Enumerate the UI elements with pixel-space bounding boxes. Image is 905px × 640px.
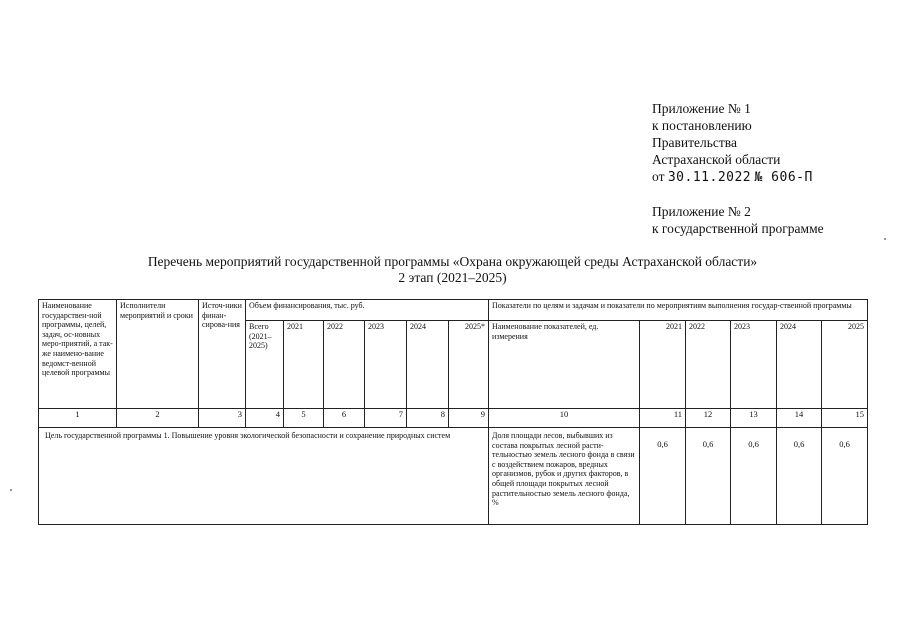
column-number: 9 bbox=[449, 409, 489, 428]
column-number: 15 bbox=[822, 409, 868, 428]
header-total: Всего (2021–2025) bbox=[246, 321, 284, 409]
header-ind-year: 2022 bbox=[686, 321, 731, 409]
measures-table bbox=[38, 299, 868, 525]
header-executors: Исполнители мероприятий и сроки bbox=[117, 300, 199, 409]
appendix-1-title: Приложение № 1 bbox=[652, 101, 751, 116]
column-number: 7 bbox=[365, 409, 407, 428]
column-number: 10 bbox=[489, 409, 640, 428]
indicator-value: 0,6 bbox=[686, 428, 731, 525]
column-number: 1 bbox=[39, 409, 117, 428]
column-number-row bbox=[39, 409, 868, 428]
column-number: 8 bbox=[407, 409, 449, 428]
header-program-name: Наименование государствен-ной программы, целей, задач, ос-новных меро-приятий, а так-же наимено-вание ведомст-венной целевой программы bbox=[39, 300, 117, 409]
appendix-1-line4: Астраханской области bbox=[652, 152, 781, 167]
appendix-2-line2: к государственной программе bbox=[652, 221, 824, 236]
appendix-1-line2: к постановлению bbox=[652, 118, 752, 133]
header-ind-year: 2024 bbox=[777, 321, 822, 409]
header-ind-year: 2021 bbox=[640, 321, 686, 409]
column-number: 4 bbox=[246, 409, 284, 428]
header-ind-year: 2025 bbox=[822, 321, 868, 409]
appendix-1-line3: Правительства bbox=[652, 135, 737, 150]
indicator-value: 0,6 bbox=[731, 428, 777, 525]
header-row-1 bbox=[39, 300, 868, 321]
indicator-value: 0,6 bbox=[822, 428, 868, 525]
header-ind-year: 2023 bbox=[731, 321, 777, 409]
scan-speck bbox=[884, 238, 886, 240]
column-number: 6 bbox=[324, 409, 365, 428]
header-fin-year: 2022 bbox=[324, 321, 365, 409]
indicator-value: 0,6 bbox=[640, 428, 686, 525]
header-financing: Объем финансирования, тыс. руб. bbox=[246, 300, 489, 321]
header-sources: Источ-ники финан-сирова-ния bbox=[199, 300, 246, 409]
column-number: 14 bbox=[777, 409, 822, 428]
column-number: 5 bbox=[284, 409, 324, 428]
document-subtitle: 2 этап (2021–2025) bbox=[398, 270, 507, 285]
resolution-date: 30.11.2022 bbox=[667, 170, 752, 185]
scan-speck bbox=[10, 489, 12, 491]
goal-text: Цель государственной программы 1. Повышение уровня экологической безопасности и сохранение природных систем bbox=[39, 428, 489, 525]
indicator-value: 0,6 bbox=[777, 428, 822, 525]
header-fin-year: 2023 bbox=[365, 321, 407, 409]
header-fin-year: 2024 bbox=[407, 321, 449, 409]
date-prefix: от bbox=[652, 169, 665, 184]
column-number: 2 bbox=[117, 409, 199, 428]
appendix-1-block bbox=[652, 100, 813, 186]
header-fin-year: 2021 bbox=[284, 321, 324, 409]
column-number: 11 bbox=[640, 409, 686, 428]
appendix-2-title: Приложение № 2 bbox=[652, 204, 751, 219]
column-number: 12 bbox=[686, 409, 731, 428]
appendix-1-date-line bbox=[652, 168, 813, 186]
resolution-number: № 606-П bbox=[754, 170, 813, 185]
goal-row bbox=[39, 428, 868, 525]
header-fin-year: 2025* bbox=[449, 321, 489, 409]
column-number: 13 bbox=[731, 409, 777, 428]
appendix-2-block bbox=[652, 203, 824, 237]
indicator-text: Доля площади лесов, выбывших из состава покрытых лесной расти-тельностью земель лесного фонда в связи с воздействием пожаров, вредных организмов, рубок и других факторов, в общей площади покрытых лесной растительностью земель лесного фонда, % bbox=[489, 428, 640, 525]
header-indicators: Показатели по целям и задачам и показатели по мероприятиям выполнения государ-ственной программы bbox=[489, 300, 868, 321]
column-number: 3 bbox=[199, 409, 246, 428]
header-indicator-name: Наименование показателей, ед. измерения bbox=[489, 321, 640, 409]
document-title: Перечень мероприятий государственной программы «Охрана окружающей среды Астраханской области» bbox=[147, 254, 758, 269]
